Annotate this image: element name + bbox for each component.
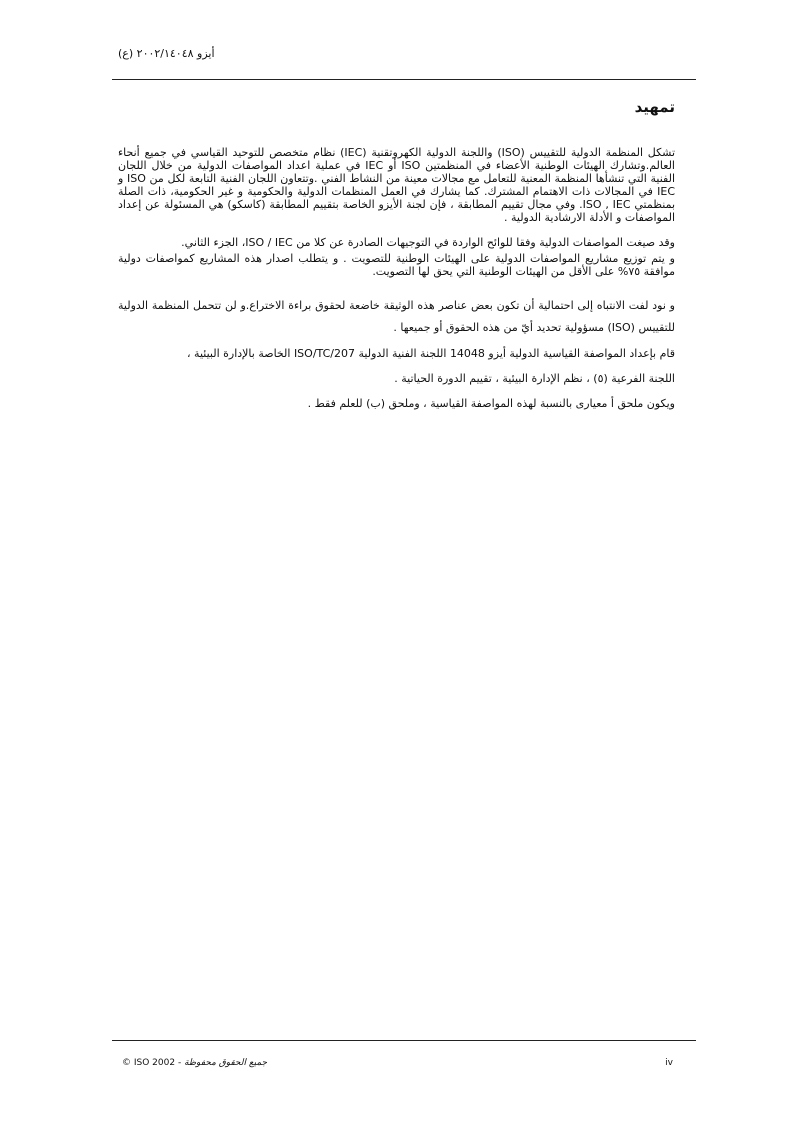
page-number: iv bbox=[665, 1058, 673, 1068]
paragraph-voting: و يتم توزيع مشاريع المواصفات الدولية على الهيئات الوطنية للتصويت . و يتطلب اصدار هذه المشاريع كمواصفات دولية موافقة ٧٥% على الأقل من الهيئات الوطنية التي يحق لها التصويت. bbox=[118, 252, 675, 278]
document-reference: أيزو ٢٠٠٢/١٤٠٤٨ (ع) bbox=[118, 47, 215, 60]
paragraph-prepared-by: قام بإعداد المواصفة القياسية الدولية أيزو 14048 اللجنة الفنية الدولية ISO/TC/207 الخاصة بالإدارة البيئية ، bbox=[187, 347, 675, 360]
paragraph-directives: وقد صيغت المواصفات الدولية وفقا للوائح الواردة في التوجيهات الصادرة عن كلا من ISO / IEC، الجزء الثاني. bbox=[181, 236, 675, 249]
copyright-notice bbox=[122, 1058, 267, 1068]
rights-reserved-text: جميع الحقوق محفوظة bbox=[184, 1058, 268, 1068]
page-content bbox=[118, 96, 675, 410]
footer-divider bbox=[112, 1040, 696, 1041]
page-header bbox=[118, 40, 675, 70]
header-divider bbox=[112, 79, 696, 80]
page-footer bbox=[118, 1056, 675, 1072]
copyright-separator: - bbox=[175, 1058, 185, 1068]
copyright-text: © ISO 2002 bbox=[122, 1058, 176, 1068]
page-title: تمهيد bbox=[634, 98, 675, 116]
paragraph-annexes: ويكون ملحق أ معيارى بالنسبة لهذه المواصفة القياسية ، وملحق (ب) للعلم فقط . bbox=[307, 397, 675, 410]
paragraph-patents: و نود لفت الانتباه إلى احتمالية أن تكون بعض عناصر هذه الوثيقة خاضعة لحقوق براءة الاختراع.و لن تتحمل المنظمة الدولية للتقييس (ISO) مسؤولية تحديد أيّ من هذه الحقوق أو جميعها . bbox=[118, 299, 675, 334]
paragraph-subcommittee: اللجنة الفرعية (٥) ، نظم الإدارة البيئية ، تقييم الدورة الحياتية . bbox=[394, 372, 675, 385]
paragraph-intro: تشكل المنظمة الدولية للتقييس (ISO) واللجنة الدولية الكهروتقنية (IEC) نظام متخصص للتوحيد القياسي في جميع أنحاء العالم.وتشارك الهيئات الوطنية الأعضاء في المنظمتين ISO أو IEC في عملية اعداد المواصفات الدولية من خلال اللجان الفنية التي تنشأها المنظمة المعنية للتعامل مع مجالات معينة من النشاط الفني .وتتعاون اللجان الفنية التابعة لكل من ISO و IEC في المجالات ذات الاهتمام المشترك. كما يشارك في العمل المنظمات الدولية والحكومية و غير الحكومية، ذات الصلة بمنظمتي ISO , IEC. وفي مجال تقييم المطابقة ، فإن لجنة الأيزو الخاصة بتقييم المطابقة (كاسكو) هي المسئولة عن إعداد المواصفات و الأدلة الارشادية الدولية . bbox=[118, 146, 676, 224]
